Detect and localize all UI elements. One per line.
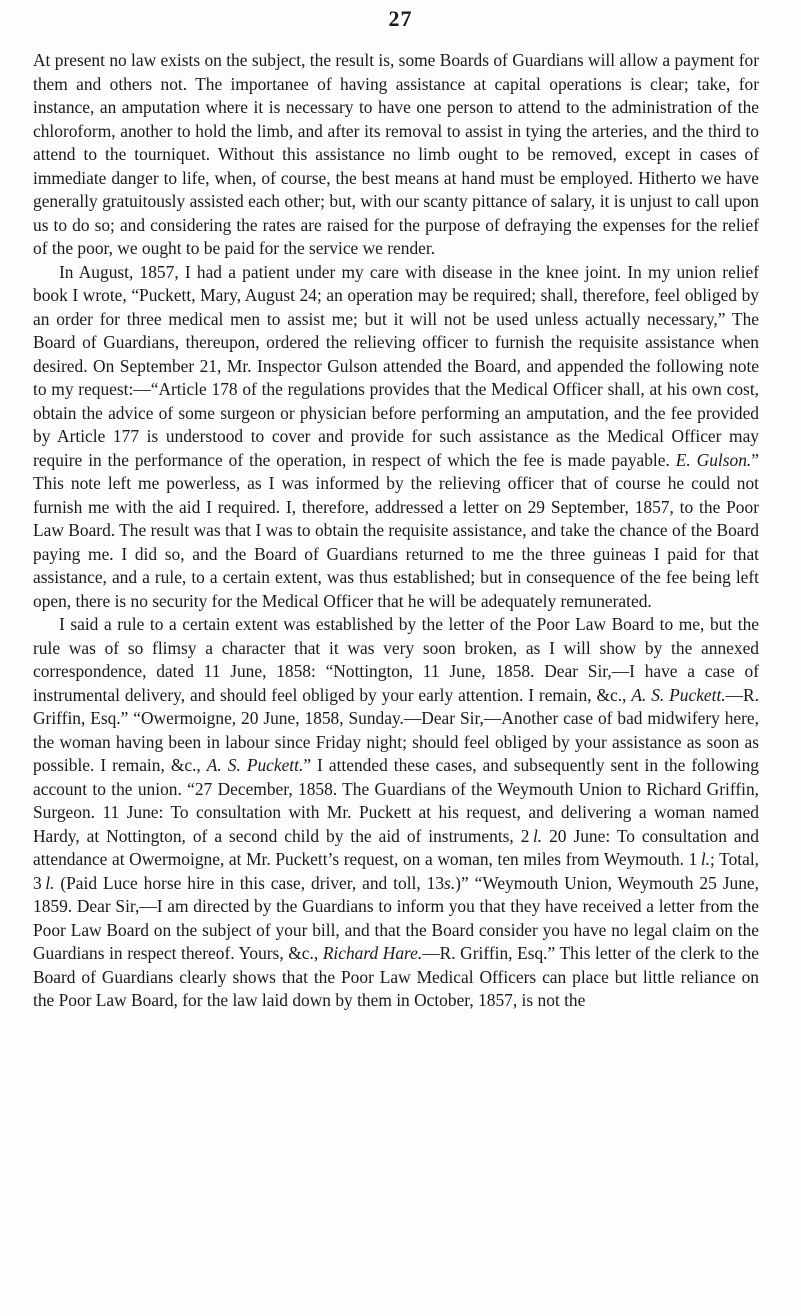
paragraph-1 — [33, 49, 759, 261]
signature-puckett: A. S. Puckett. — [631, 684, 726, 705]
paragraph-text: ” I attended these cases, and subsequently sent in the following account to the union. “27 December, 1858. The Guardians of the Weymouth Union to Richard Griffin, Surgeon. 11 June: To consultation with Mr. Puckett at his request, and delivering a woman named Hardy, at Nottington, of a second child by the aid of instruments, 2 — [33, 755, 759, 846]
paragraph-text: ” This note left me powerless, as I was informed by the relieving officer that of course he could not furnish me with the aid I required. I, therefore, addressed a letter on 29 September, 1857, to the Poor Law Board. The result was that I was to obtain the requisite assistance, and take the chance of the Board paying me. I did so, and the Board of Guardians returned to me the three guineas I paid for that assistance, and a rule, to a certain extent, was thus established; but in consequence of the fee being left open, there is no security for the Medical Officer that he will be adequately remunerated. — [33, 449, 759, 611]
body-text — [33, 49, 759, 1013]
signature-puckett: A. S. Puckett. — [206, 755, 304, 775]
signature-hare: Richard Hare. — [322, 943, 423, 963]
signature-gulson: E. Gulson. — [675, 449, 752, 470]
paragraph-text: I said a rule to a certain extent was established by the letter of the Poor Law Board to me, but the rule was of so flimsy a character that it was very soon broken, as I will show by the annexed correspondence, dated 11 June, 1858: “Nottington, 11 June, 1858. Dear Sir,—I have a case of instrumental delivery, and should feel obliged by your early attention. I remain, &c., — [33, 614, 759, 705]
paragraph-2 — [33, 261, 759, 614]
currency-pounds: l. — [45, 872, 55, 893]
page-number: 27 — [388, 6, 413, 31]
currency-shillings: s. — [444, 872, 456, 893]
paragraph-text: —R. Griffin, Esq.” This letter of the clerk to the Board of Guardians clearly shows that the Poor Law Medical Officers can place but little reliance on the Poor Law Board, for the law laid down by them in October, 1857, is not the — [33, 943, 759, 1010]
currency-pounds: l. — [532, 825, 543, 846]
paragraph-text: 20 June: To consultation and attendance at Owermoigne, at Mr. Puckett’s request, on a woman, ten miles from Weymouth. 1 — [33, 825, 759, 869]
paragraph-text: —R. Griffin, Esq.” “Owermoigne, 20 June, 1858, Sunday.—Dear Sir,—Another case of bad midwifery here, the woman having been in labour since Friday night; should feel obliged by your assistance as soon as possible. I remain, &c., — [33, 684, 759, 775]
paragraph-text: )” “Weymouth Union, Weymouth 25 June, 1859. Dear Sir,—I am directed by the Guardians to inform you that they have received a letter from the Poor Law Board on the subject of your bill, and that the Board consider you have no legal claim on the Guardians in respect thereof. Yours, &c., — [33, 872, 759, 963]
paragraph-text: (Paid Luce horse hire in this case, driver, and toll, 13 — [54, 872, 445, 893]
paragraph-text: At present no law exists on the subject, the result is, some Boards of Guardians will allow a payment for them and others not. The importanee of having assistance at capital operations is clear; take, for instance, an amputation where it is necessary to have one person to attend to the administration of the chloroform, another to hold the limb, and after its removal to assist in tying the arteries, and the third to attend to the tourniquet. Without this assistance no limb ought to be removed, except in cases of immediate danger to life, when, of course, the best means at hand must be employed. Hitherto we have generally gratuitously assisted each other; but, with our scanty pittance of salary, it is unjust to call upon us to do so; and considering the rates are raised for the purpose of defraying the expenses for the relief of the poor, we ought to be paid for the service we render. — [33, 50, 759, 258]
paragraph-text: In August, 1857, I had a patient under my care with disease in the knee joint. In my union relief book I wrote, “Puckett, Mary, August 24; an operation may be required; shall, therefore, feel obliged by an order for three medical men to assist me; but it will not be used unless actually necessary,” The Board of Guardians, thereupon, ordered the relieving officer to furnish the requisite assistance when desired. On September 21, Mr. Inspector Gulson attended the Board, and appended the following note to my request:—“Article 178 of the regulations provides that the Medical Officer shall, at his own cost, obtain the advice of some surgeon or physician before performing an amputation, and the fee provided by Article 177 is understood to cover and provide for such assistance as the Medical Officer may require in the performance of the operation, in respect of which the fee is made payable. — [33, 261, 759, 470]
paragraph-3 — [33, 613, 759, 1013]
paragraph-text: ; Total, 3 — [33, 849, 759, 893]
currency-pounds: l. — [700, 849, 711, 869]
